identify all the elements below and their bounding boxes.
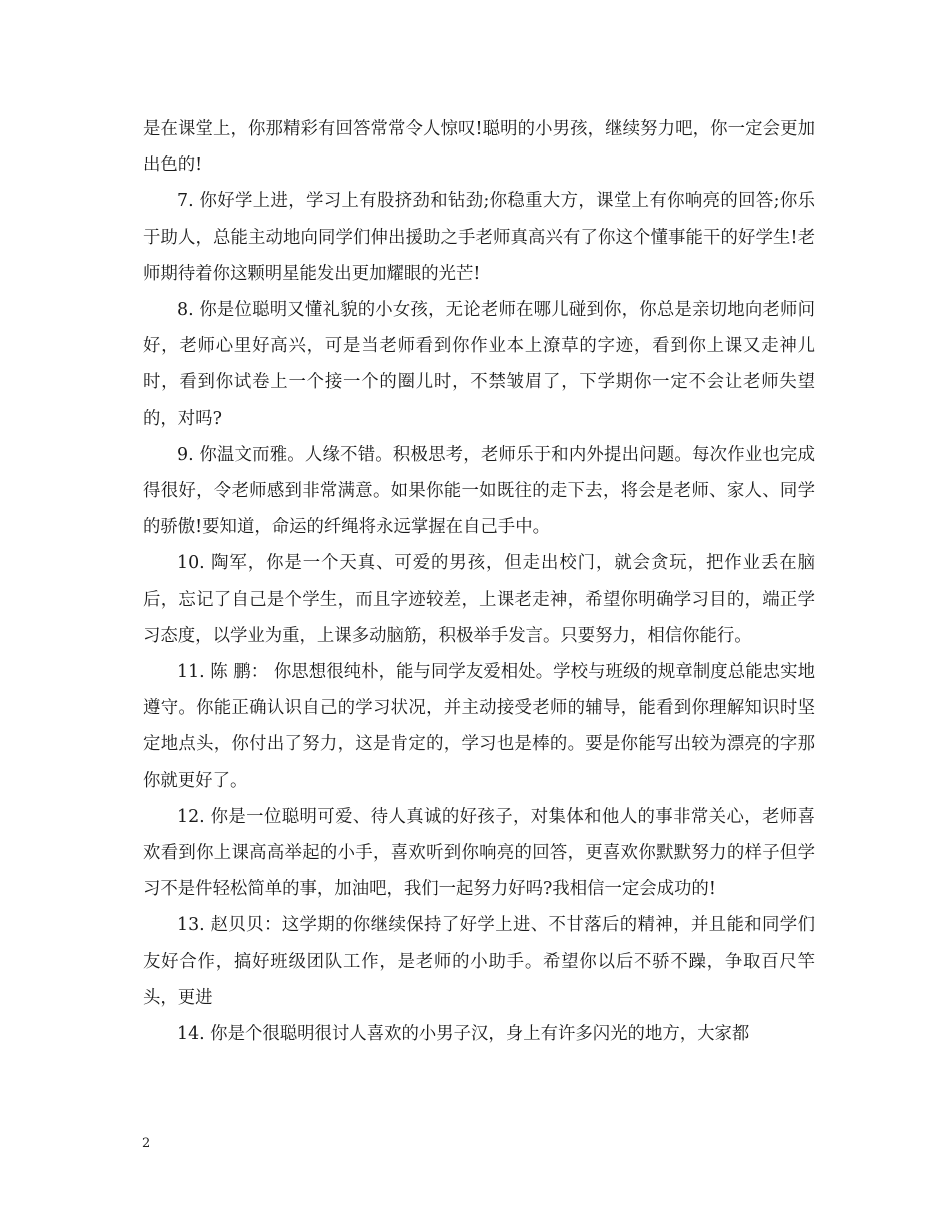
paragraph-continuation: 是在课堂上，你那精彩有回答常常令人惊叹!聪明的小男孩，继续努力吧，你一定会更加出色的! — [143, 119, 815, 176]
paragraph-item-7: 7. 你好学上进，学习上有股挤劲和钻劲;你稳重大方，课堂上有你响亮的回答;你乐于助人，总能主动地向同学们伸出援助之手老师真高兴有了你这个懂事能干的好学生!老师期待着你这颗明星能发出更加耀眼的光芒! — [143, 191, 815, 284]
paragraph-item-12: 12. 你是一位聪明可爱、待人真诚的好孩子，对集体和他人的事非常关心，老师喜欢看到你上课高高举起的小手，喜欢听到你响亮的回答，更喜欢你默默努力的样子但学习不是件轻松简单的事，加油吧，我们一起努力好吗?我相信一定会成功的! — [143, 806, 815, 900]
paragraph-item-14: 14. 你是个很聪明很讨人喜欢的小男子汉，身上有许多闪光的地方，大家都 — [177, 1024, 750, 1045]
paragraph-item-11: 11. 陈 鹏： 你思想很纯朴，能与同学友爱相处。学校与班级的规章制度总能忠实地遵守。你能正确认识自己的学习状况，并主动接受老师的辅导，能看到你理解知识时坚定地点头，你付出了努力，这是肯定的，学习也是棒的。要是你能写出较为漂亮的字那你就更好了。 — [143, 662, 815, 791]
document-body — [143, 111, 815, 1052]
paragraph-item-10: 10. 陶军，你是一个天真、可爱的男孩，但走出校门，就会贪玩，把作业丢在脑后，忘记了自己是个学生，而且字迹较差，上课老走神，希望你明确学习目的，端正学习态度，以学业为重，上课多动脑筋，积极举手发言。只要努力，相信你能行。 — [143, 553, 815, 646]
paragraph-item-9: 9. 你温文而雅。人缘不错。积极思考，老师乐于和内外提出问题。每次作业也完成得很好，令老师感到非常满意。如果你能一如既往的走下去，将会是老师、家人、同学的骄傲!要知道，命运的纤绳将永远掌握在自己手中。 — [143, 444, 815, 538]
page-number: 2 — [142, 1136, 151, 1151]
paragraph-item-13: 13. 赵贝贝：这学期的你继续保持了好学上进、不甘落后的精神，并且能和同学们友好合作，搞好班级团队工作，是老师的小助手。希望你以后不骄不躁，争取百尺竿头，更进 — [143, 915, 815, 1008]
paragraph-item-8: 8. 你是位聪明又懂礼貌的小女孩，无论老师在哪儿碰到你，你总是亲切地向老师问好，老师心里好高兴，可是当老师看到你作业本上潦草的字迹，看到你上课又走神儿时，看到你试卷上一个接一个的圈儿时，不禁皱眉了，下学期你一定不会让老师失望的，对吗? — [143, 300, 815, 429]
